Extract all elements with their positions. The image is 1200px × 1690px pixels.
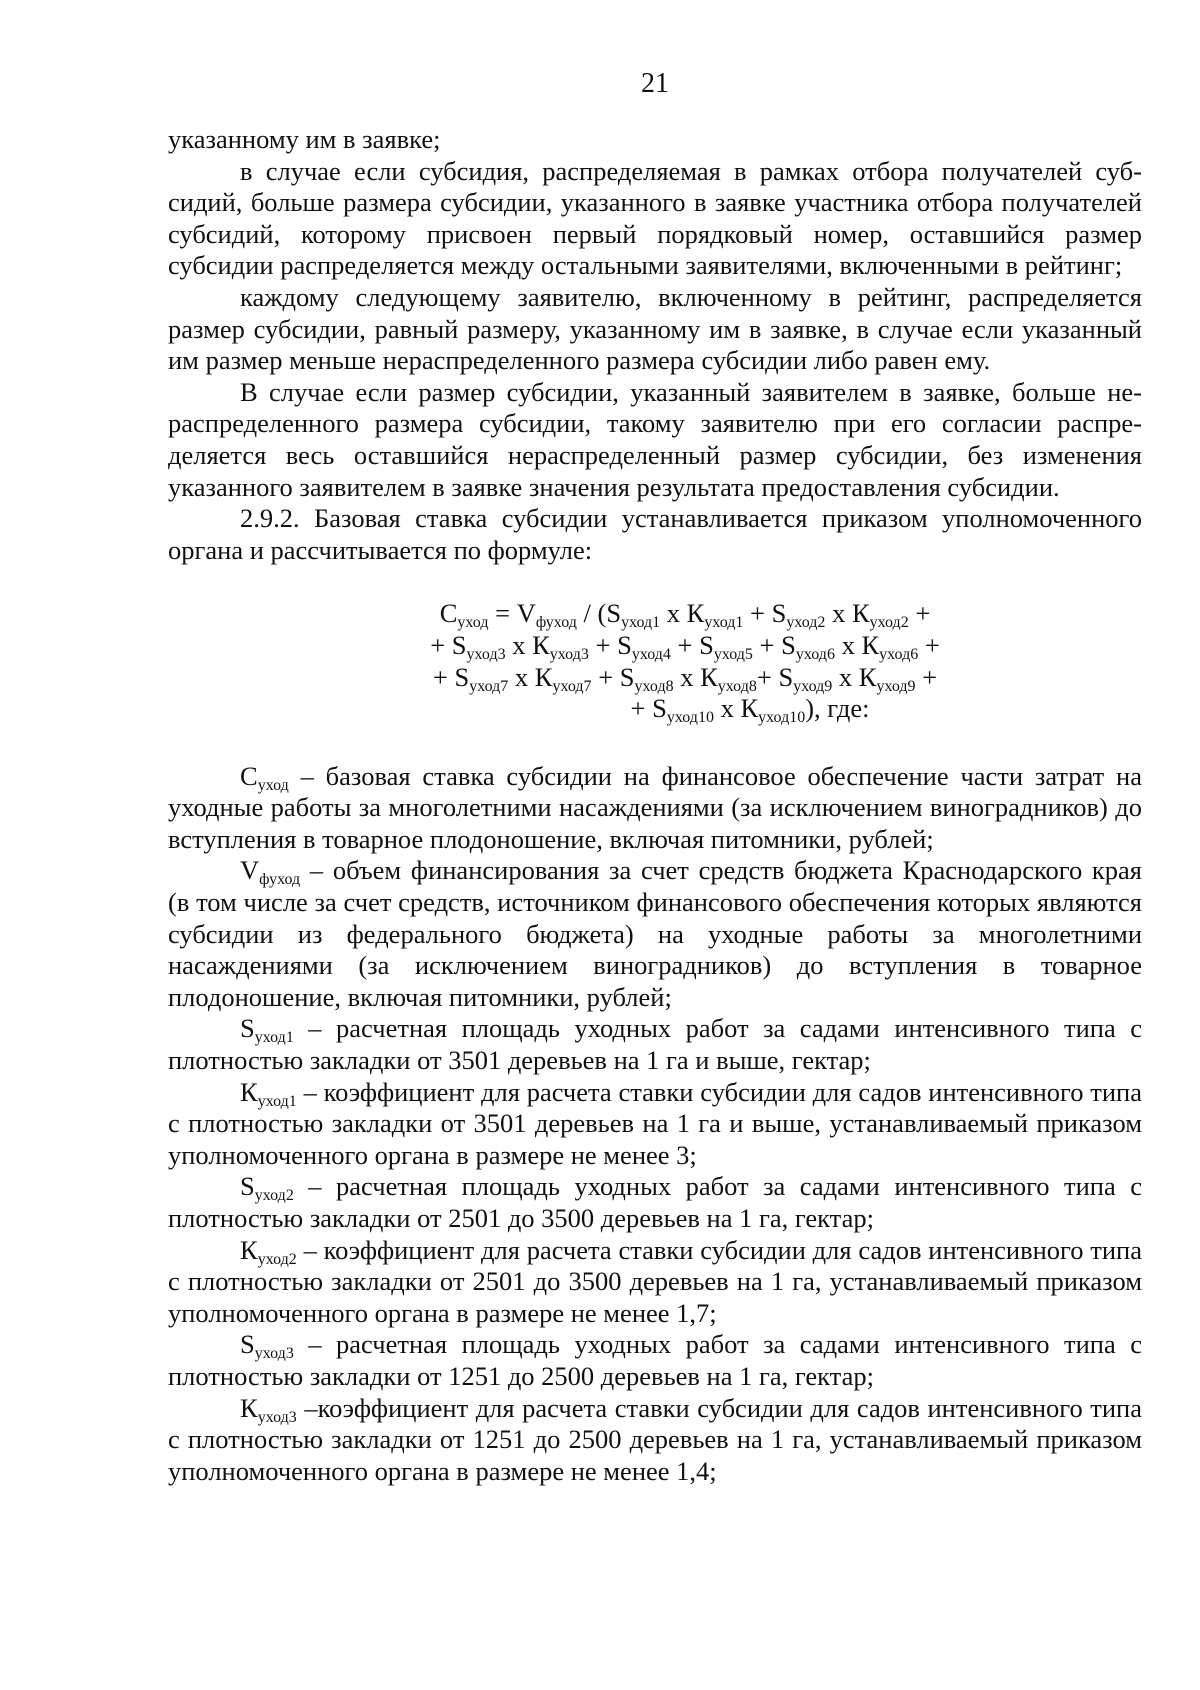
definition-v-fuhod: $V_{фуход}$ – объем финансирования за счет средств бюджета Краснодарского края (в том числе за счет средств, источником финансового обеспечения которых являются субсидии из федерального бюджета) на уходные работы за многолетними насаждениями (за исключением виноградников) до вступления в товарное плодоношение, включая питомники, рублей; bbox=[168, 855, 1142, 1012]
formula-line-1: $С_{уход} = V_{фуход} / (S_{уход1}$ х $К_{уход1} + S_{уход2}$ х $К_{уход2}$ + bbox=[439, 598, 931, 632]
paragraph: каждому следующему заявителю, включенному в рейтинг, распределяется размер субсидии, равный размеру, указанному им в заявке, в случае если указанный им размер меньше нераспределенного размера субсидии либо равен ему. bbox=[168, 281, 1142, 376]
definition-s-uhod2: $S_{уход2}$ – расчетная площадь уходных работ за садами интенсивного типа с плотностью закладки от 2501 до 3500 деревьев на 1 га, гектар; bbox=[168, 1171, 1142, 1233]
formula-line-2: + $S_{уход3}$ х $К_{уход3} + S_{уход4} + S_{уход5} + S_{уход6}$ х $К_{уход6}$ + bbox=[430, 629, 940, 663]
paragraph: в случае если субсидия, распределяемая в рамках отбора получателей субсидий, больше размера субсидии, указанного в заявке участника отбора получателей субсидий, которому присвоен первый порядковый номер, оставшийся размер субсидии распределяется между остальными заявителями, включенными в рейтинг; bbox=[168, 155, 1142, 281]
definition-k-uhod3: $К_{уход3}$ –коэффициент для расчета ставки субсидии для садов интенсивного типа с плотностью закладки от 1251 до 2500 деревьев на 1 га, устанавливаемый приказом уполномоченного органа в размере не менее 1,4; bbox=[168, 1392, 1142, 1486]
definition-k-uhod2: $К_{уход2}$ – коэффициент для расчета ставки субсидии для садов интенсивного типа с плотностью закладки от 2501 до 3500 деревьев на 1 га, устанавливаемый приказом уполномоченного органа в размере не менее 1,7; bbox=[168, 1234, 1142, 1328]
definition-k-uhod1: $К_{уход1}$ – коэффициент для расчета ставки субсидии для садов интенсивного типа с плотностью закладки от 3501 деревьев на 1 га и выше, устанавливаемый приказом уполномоченного органа в размере не менее 3; bbox=[168, 1076, 1142, 1170]
paragraph: 2.9.2. Базовая ставка субсидии устанавливается приказом уполномоченного органа и рассчитывается по формуле: bbox=[168, 503, 1142, 565]
definition-s-uhod3: $S_{уход3}$ – расчетная площадь уходных работ за садами интенсивного типа с плотностью закладки от 1251 до 2500 деревьев на 1 га, гектар; bbox=[168, 1329, 1142, 1391]
definition-c-uhod: $С_{уход}$ – базовая ставка субсидии на финансовое обеспечение части затрат на уходные работы за многолетними насаждениями (за исключением виноградников) до вступления в товарное плодоношение, включая питомники, рублей; bbox=[168, 760, 1142, 854]
definition-s-uhod1: $S_{уход1}$ – расчетная площадь уходных работ за садами интенсивного типа с плотностью закладки от 3501 деревьев на 1 га и выше, гектар; bbox=[168, 1013, 1142, 1076]
formula-line-4: + $S_{уход10}$ х $К_{уход10}$), где: bbox=[630, 693, 870, 727]
paragraph: указанному им в заявке; bbox=[168, 124, 441, 154]
formula-line-3: + $S_{уход7}$ х $К_{уход7} + S_{уход8}$ х $К_{уход8}+ S_{уход9}$ х $К_{уход9}$ + bbox=[432, 661, 938, 695]
page-number: 21 bbox=[641, 68, 669, 99]
document-body bbox=[168, 124, 1142, 1487]
formula bbox=[168, 598, 1142, 727]
paragraph: В случае если размер субсидии, указанный заявителем в заявке, больше нераспределенного размера субсидии, такому заявителю при его согласии распределяется весь оставшийся нераспределенный размер субсидии, без изменения указанного заявителем в заявке значения результата предоставления субсидии. bbox=[168, 376, 1142, 502]
